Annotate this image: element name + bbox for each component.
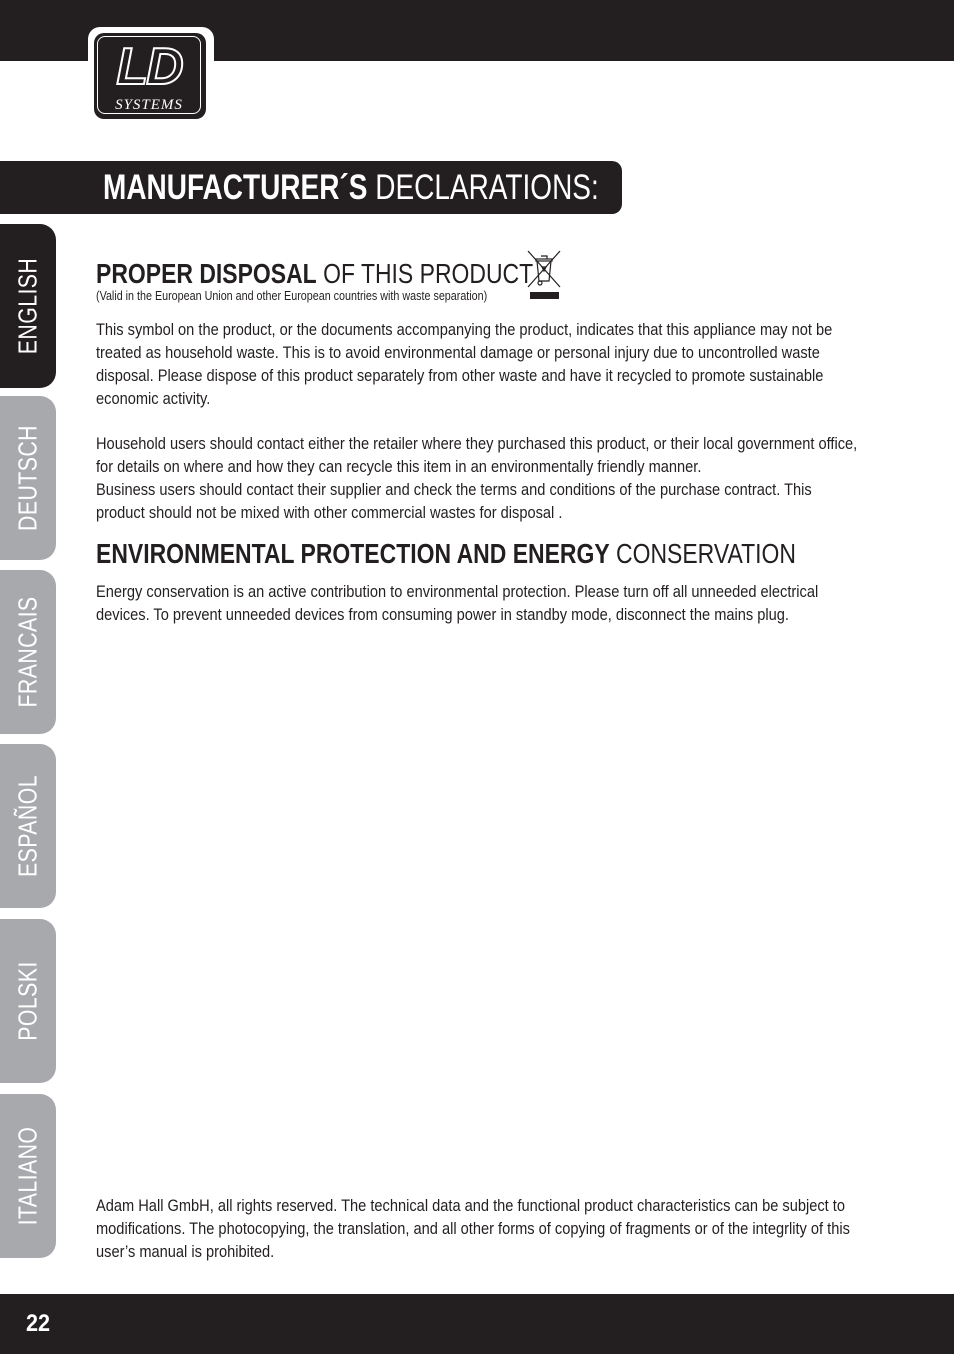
copyright-notice-text: Adam Hall GmbH, all rights reserved. The technical data and the functional product characteristics can be subject to modifications. The photocopying, the translation, and all other forms of copying of fragments or of the integrlity of this user’s manual is prohibited.: [96, 1196, 850, 1261]
logo-systems-text: SYSTEMS: [115, 97, 183, 113]
disposal-note: (Valid in the European Union and other European countries with waste separation): [96, 289, 488, 303]
section-heading-disposal-light: OF THIS PRODUCT: [323, 258, 534, 289]
page-title-bold: MANUFACTURER´S: [103, 168, 368, 207]
tab-francais[interactable]: [0, 570, 56, 734]
section-heading-environment-light: CONSERVATION: [616, 538, 796, 569]
section-heading-environment-bold: ENVIRONMENTAL PROTECTION AND ENERGY: [96, 538, 610, 569]
bottom-bar: [0, 1294, 954, 1354]
environment-paragraph: [96, 580, 866, 626]
tab-polski-label: POLSKI: [12, 961, 43, 1041]
section-heading-disposal-bold: PROPER DISPOSAL: [96, 258, 317, 289]
tab-italiano-label: ITALIANO: [12, 1126, 43, 1226]
disposal-paragraph-2-text: Household users should contact either the retailer where they purchased this product, or their local government office, for details on where and how they can recycle this item in an environmentally friendly manner.: [96, 434, 858, 476]
ld-systems-logo: [88, 27, 214, 127]
page-title-light: DECLARATIONS:: [375, 168, 599, 207]
tab-deutsch[interactable]: [0, 396, 56, 560]
tab-francais-label: FRANCAIS: [12, 596, 43, 708]
environment-paragraph-text: Energy conservation is an active contribution to environmental protection. Please turn off all unneeded electrical devices. To prevent unneeded devices from consuming power in standby mode, disconnect the mains plug.: [96, 582, 819, 624]
page-title-bar: [0, 161, 622, 214]
tab-espanol[interactable]: [0, 744, 56, 908]
tab-english[interactable]: [0, 224, 56, 388]
section-heading-disposal: [96, 258, 533, 290]
page-number: 22: [26, 1310, 51, 1337]
page-title: [103, 166, 599, 210]
disposal-paragraph-2: [96, 432, 866, 478]
tab-polski[interactable]: [0, 919, 56, 1083]
tab-italiano[interactable]: [0, 1094, 56, 1258]
disposal-paragraph-1-text: This symbol on the product, or the documents accompanying the product, indicates that this appliance may not be treated as household waste. This is to avoid environmental damage or personal injury due to uncontrolled waste disposal. Please dispose of this product separately from other waste and have it recycled to promote sustainable economic activity.: [96, 320, 833, 408]
crossed-out-wheelie-bin-icon: [525, 249, 563, 301]
tab-english-label: ENGLISH: [12, 257, 43, 355]
tab-espanol-label: ESPAÑOL: [12, 774, 43, 878]
section-heading-environment: [96, 538, 796, 570]
disposal-paragraph-3-text: Business users should contact their supplier and check the terms and conditions of the purchase contract. This product should not be mixed with other commercial wastes for disposal .: [96, 480, 812, 522]
logo-ld-text: LD: [116, 38, 182, 96]
copyright-notice: [96, 1194, 866, 1263]
disposal-paragraph-1: [96, 318, 866, 410]
disposal-paragraph-3: [96, 478, 866, 524]
tab-deutsch-label: DEUTSCH: [12, 425, 43, 531]
